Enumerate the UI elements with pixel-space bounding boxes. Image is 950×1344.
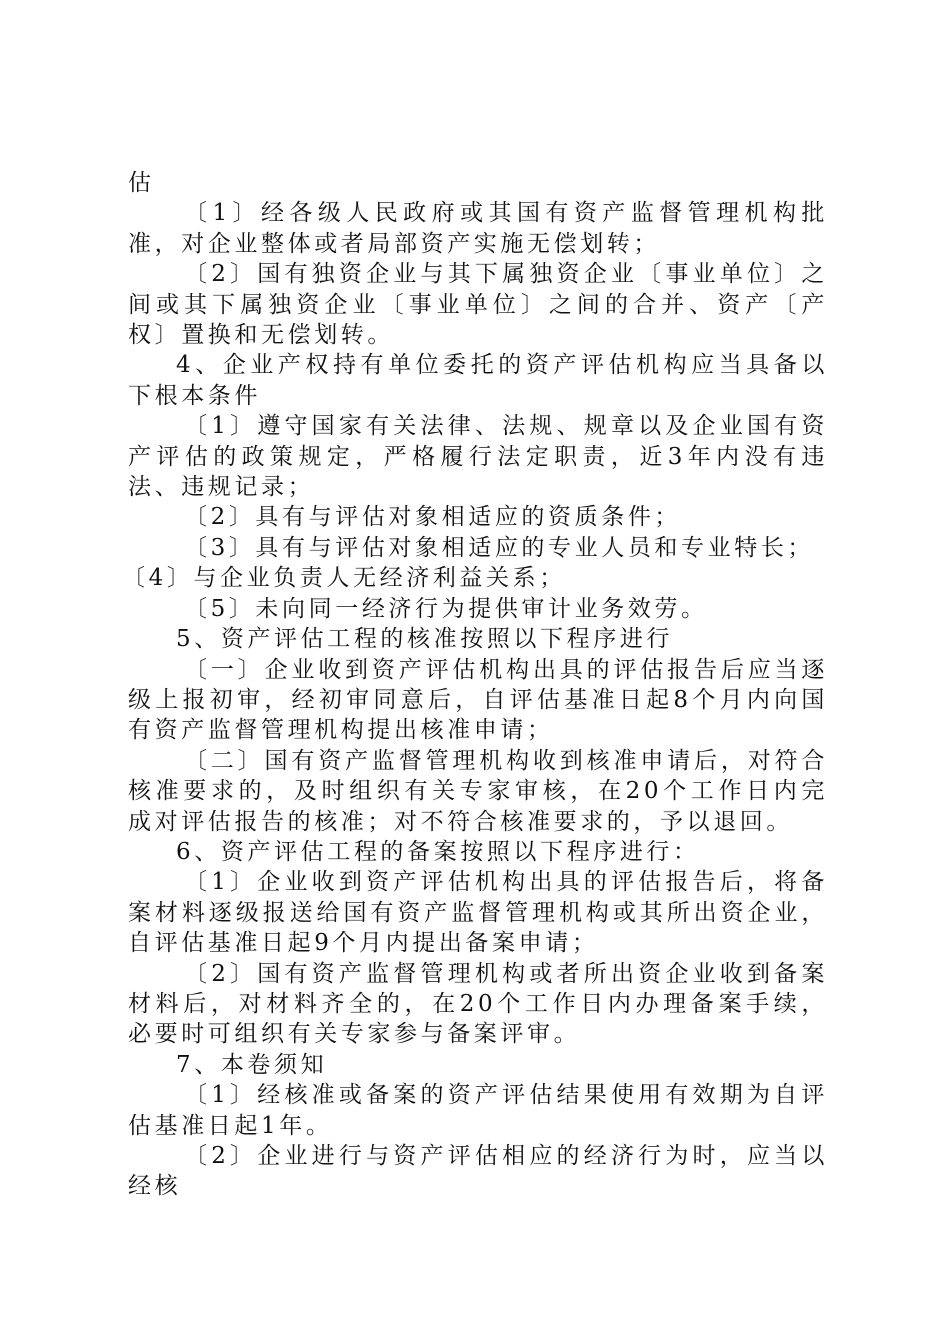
paragraph-continuation: 估 xyxy=(128,170,155,196)
paragraph-condition-5: 〔5〕未向同一经济行为提供审计业务效劳。 xyxy=(184,595,708,622)
section-heading-6: 6、资产评估工程的备案按照以下程序进行： xyxy=(176,838,700,865)
paragraph-condition-1: 〔1〕遵守国家有关法律、法规、规章以及企业国有资产评估的政策规定，严格履行法定职责，近3年内没有违法、违规记录； xyxy=(128,413,828,501)
section-heading-5: 5、资产评估工程的核准按照以下程序进行 xyxy=(176,626,674,653)
paragraph-item-1: 〔1〕经各级人民政府或其国有资产监督管理机构批准，对企业整体或者局部资产实施无偿划转； xyxy=(128,200,828,257)
paragraph-item-2: 〔2〕国有独资企业与其下属独资企业〔事业单位〕之间或其下属独资企业〔事业单位〕之间的合并、资产〔产权〕置换和无偿划转。 xyxy=(128,261,828,349)
paragraph-note-1: 〔1〕经核准或备案的资产评估结果使用有效期为自评估基准日起1年。 xyxy=(128,1082,828,1139)
paragraph-note-2: 〔2〕企业进行与资产评估相应的经济行为时，应当以经核 xyxy=(128,1143,828,1200)
paragraph-condition-3: 〔3〕具有与评估对象相适应的专业人员和专业特长； xyxy=(184,534,815,561)
section-heading-7: 7、本卷须知 xyxy=(176,1051,328,1078)
document-body xyxy=(122,168,828,1202)
section-heading-4: 4、企业产权持有单位委托的资产评估机构应当具备以下根本条件 xyxy=(128,352,828,409)
paragraph-condition-4: 〔4〕与企业负责人无经济利益关系； xyxy=(122,565,566,592)
paragraph-filing-step-1: 〔1〕企业收到资产评估机构出具的评估报告后，将备案材料逐级报送给国有资产监督管理机构或其所出资企业，自评估基准日起9个月内提出备案申请； xyxy=(128,869,828,957)
paragraph-approval-step-2: 〔二〕国有资产监督管理机构收到核准申请后，对符合核准要求的，及时组织有关专家审核，在20个工作日内完成对评估报告的核准；对不符合核准要求的，予以退回。 xyxy=(128,747,828,835)
paragraph-condition-2: 〔2〕具有与评估对象相适应的资质条件； xyxy=(184,504,682,531)
paragraph-approval-step-1: 〔一〕企业收到资产评估机构出具的评估报告后应当逐级上报初审，经初审同意后，自评估基准日起8个月内向国有资产监督管理机构提出核准申请； xyxy=(128,656,828,744)
paragraph-filing-step-2: 〔2〕国有资产监督管理机构或者所出资企业收到备案材料后，对材料齐全的，在20个工作日内办理备案手续，必要时可组织有关专家参与备案评审。 xyxy=(128,960,828,1048)
